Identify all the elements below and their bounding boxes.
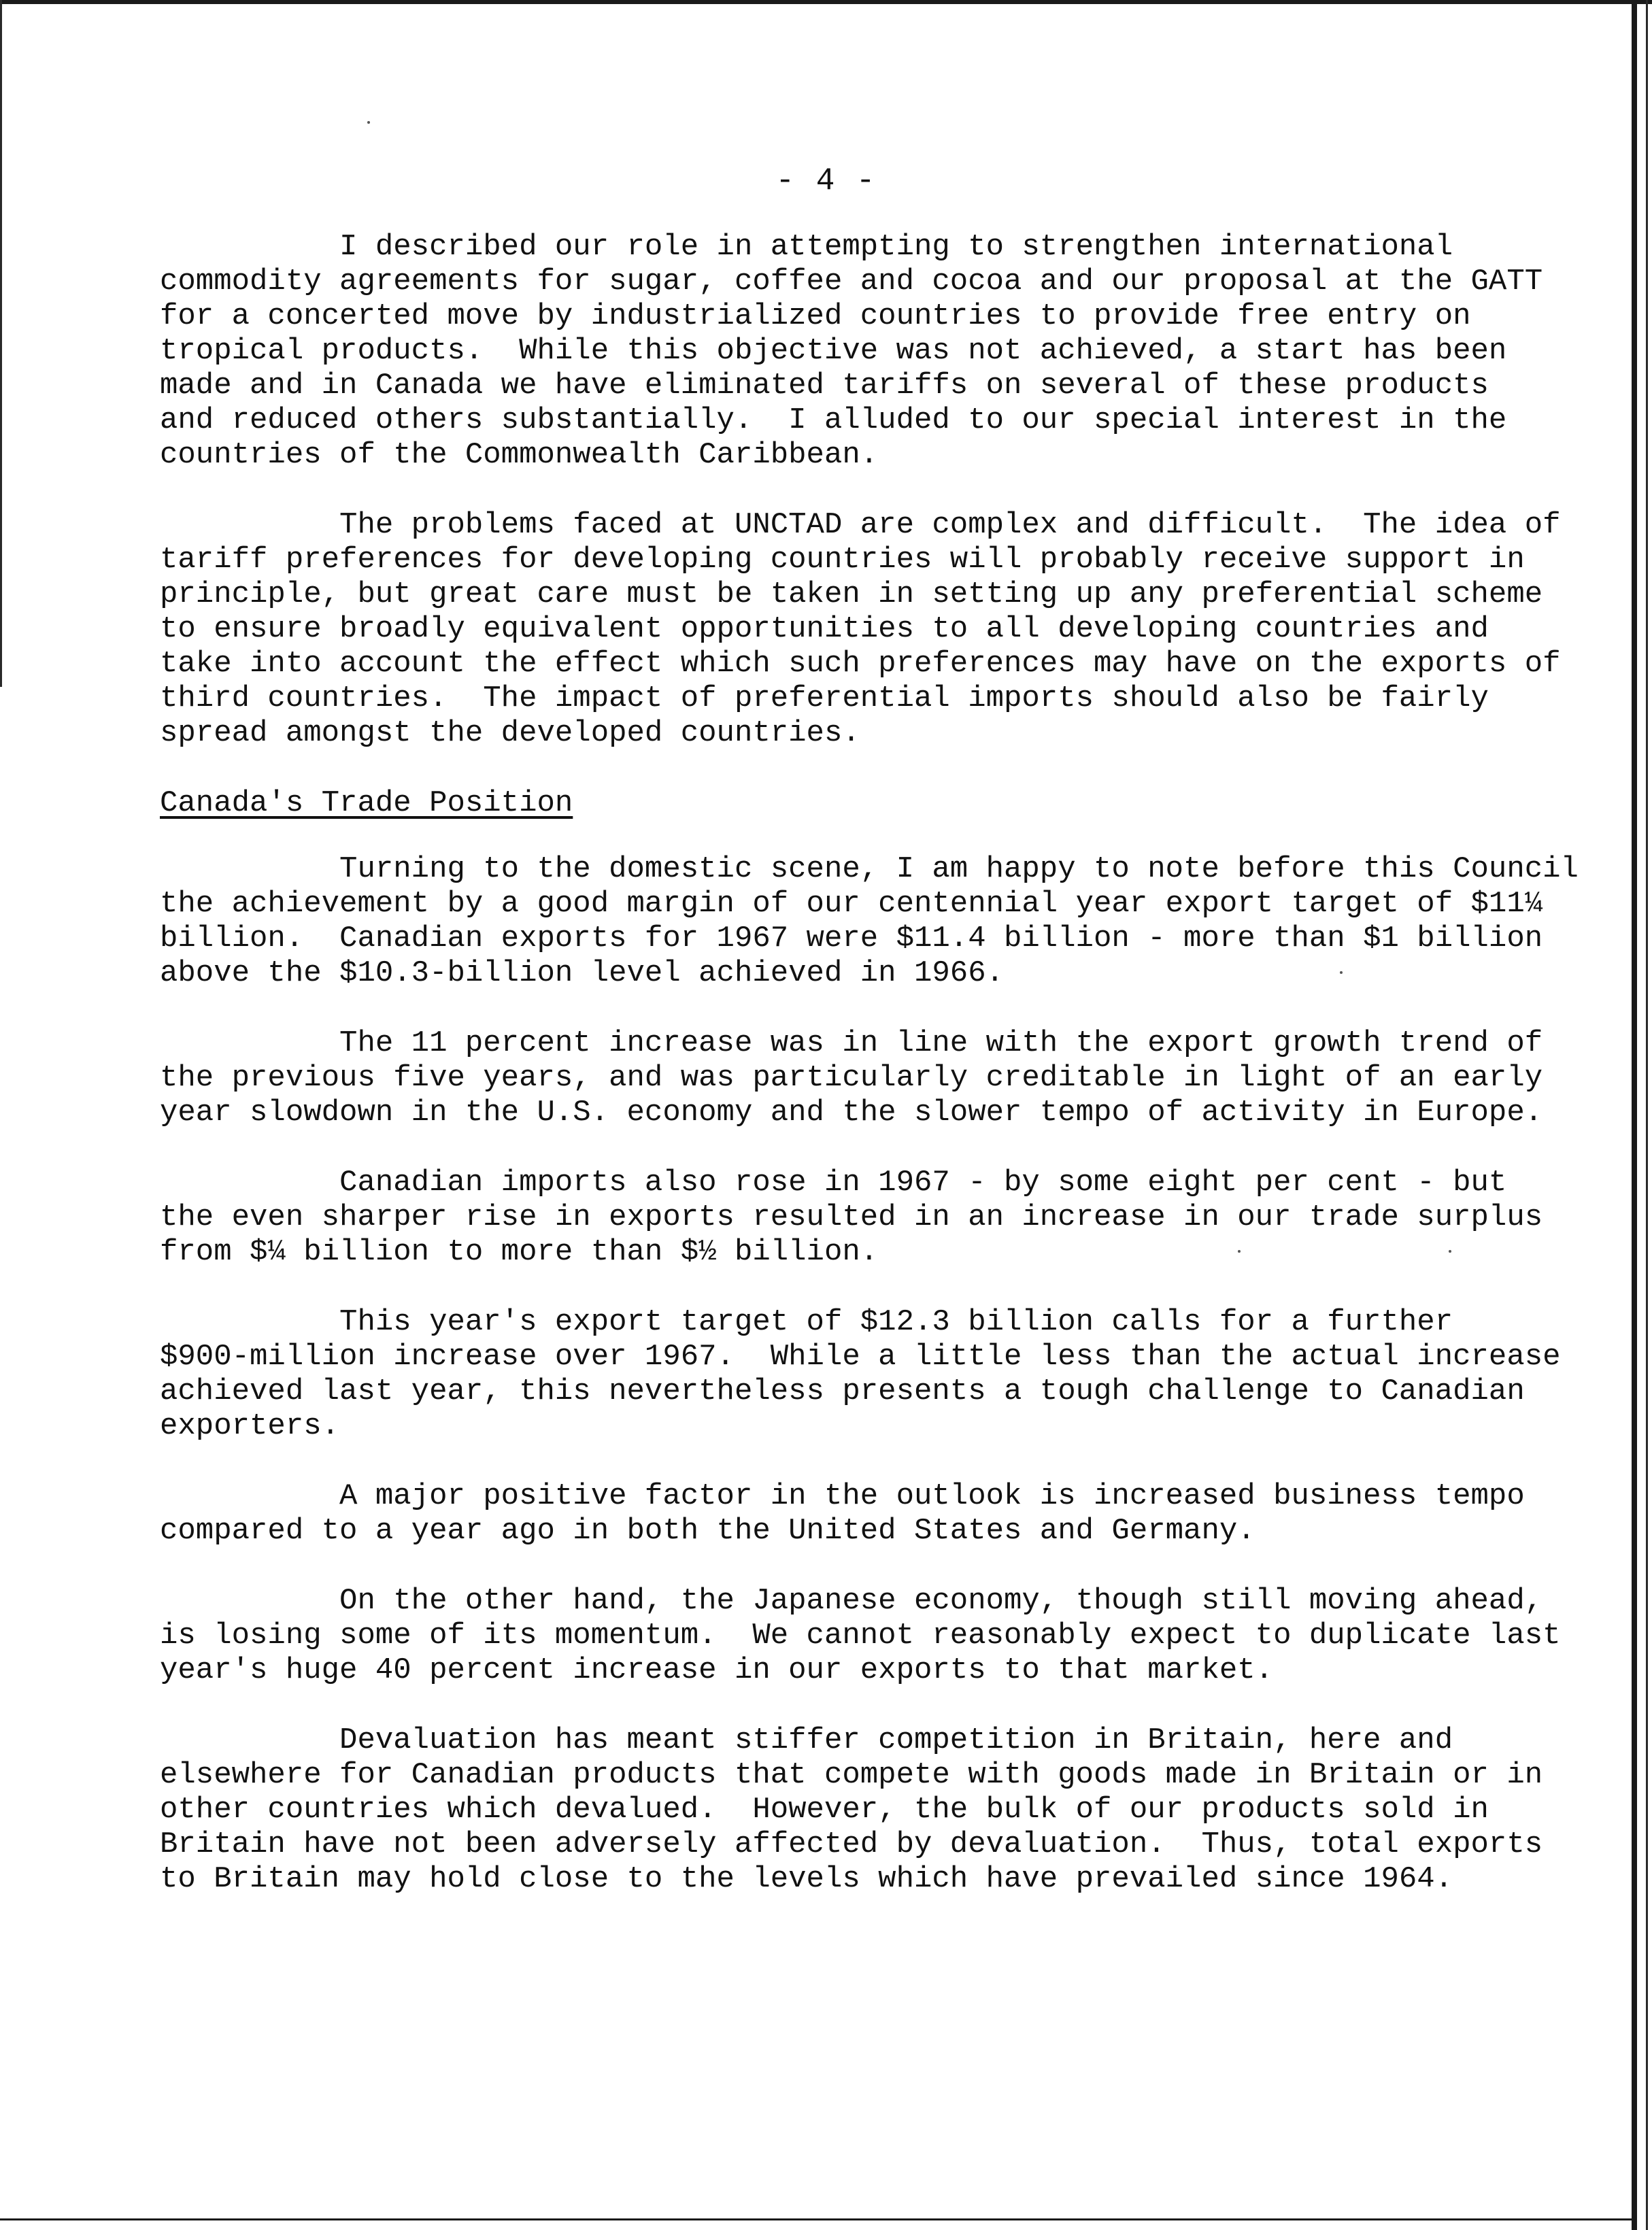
page-number: - 4 - [775,163,877,199]
scan-speck [367,121,370,124]
paragraph-business-tempo: A major positive factor in the outlook is increased business tempo compared to a year ago in both the United States and Germany. [160,1479,1525,1548]
top-border-line [0,0,1652,4]
paragraph-unctad-problems: The problems faced at UNCTAD are complex and difficult. The idea of tariff preferences for developing countries will probably receive support in principle, but great care must be taken in setting up any preferential scheme to ensure broadly equivalent opportunities to all developing countries and take into account the effect which such preferences may have on the exports of third countries. The impact of preferential imports should also be fairly spread amongst the developed countries. [160,508,1561,750]
paragraph-japanese-economy: On the other hand, the Japanese economy, though still moving ahead, is losing some of its momentum. We cannot reasonably expect to duplicate last year's huge 40 percent increase in our exports to that market. [160,1584,1561,1687]
section-heading-trade-position: Canada's Trade Position [160,786,573,820]
paragraph-export-target-1968: This year's export target of $12.3 billion calls for a further $900-million increase over 1967. While a little less than the actual increase achieved last year, this nevertheless presents a tough challenge to Canadian exporters. [160,1305,1561,1443]
paragraph-devaluation: Devaluation has meant stiffer competition in Britain, here and elsewhere for Canadian products that compete with goods made in Britain or in other countries which devalued. However, the bulk of our products sold in Britain have not been adversely affected by devaluation. Thus, total exports to Britain may hold close to the levels which have prevailed since 1964. [160,1723,1543,1896]
right-binding-edge [1632,0,1637,2230]
document-body [160,230,1579,1932]
paragraph-commodity-agreements: I described our role in attempting to strengthen international commodity agreements for sugar, coffee and cocoa and our proposal at the GATT for a concerted move by industrialized countries to provide free entry on tropical products. While this objective was not achieved, a start has been made and in Canada we have eliminated tariffs on several of these products and reduced others substantially. I alluded to our special interest in the countries of the Commonwealth Caribbean. [160,230,1543,472]
paragraph-export-growth: The 11 percent increase was in line with the export growth trend of the previous five years, and was particularly creditable in light of an early year slowdown in the U.S. economy and the slower tempo of activity in Europe. [160,1026,1543,1130]
bottom-border-line [0,2218,1632,2220]
right-page-edge [1646,0,1648,2230]
left-scan-edge [0,0,2,687]
paragraph-imports-surplus: Canadian imports also rose in 1967 - by some eight per cent - but the even sharper rise in exports resulted in an increase in our trade surplus from $¼ billion to more than $½ billion. [160,1166,1543,1269]
paragraph-export-target: Turning to the domestic scene, I am happy to note before this Council the achievement by a good margin of our centennial year export target of $11¼ billion. Canadian exports for 1967 were $11.4 billion - more than $1 billion above the $10.3-billion level achieved in 1966. [160,852,1579,990]
